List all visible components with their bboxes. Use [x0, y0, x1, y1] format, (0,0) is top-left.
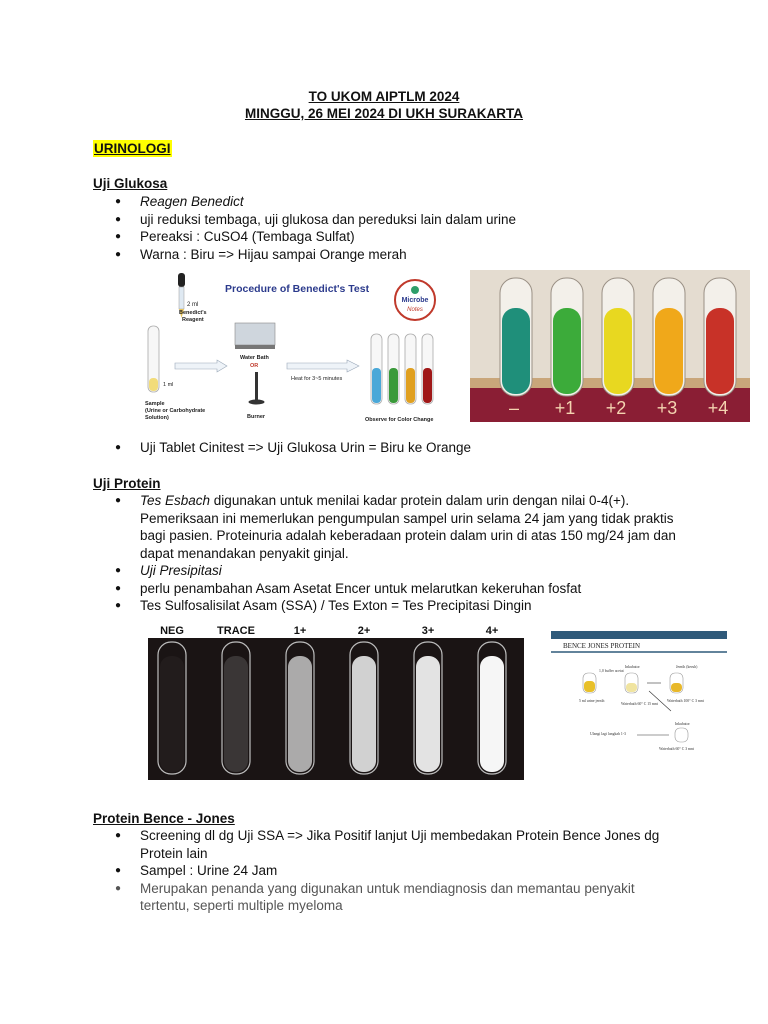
svg-text:Microbe: Microbe	[401, 297, 429, 304]
list-item	[0, 492, 680, 562]
list-item: ● Screening dl dg Uji SSA => Jika Positif lanjut Uji membedakan Protein Bence Jones dg Protein lain	[0, 827, 680, 862]
benedict-grade-label: +3	[656, 398, 678, 418]
dropper-icon	[178, 273, 185, 287]
list-item: ● Uji Tablet Cinitest => Uji Glukosa Urin = Biru ke Orange	[0, 439, 680, 457]
protein-tube-liquid	[416, 656, 440, 772]
doc-title-line1: TO UKOM AIPTLM 2024	[308, 89, 460, 104]
heading-protein-bence-jones: Protein Bence - Jones	[93, 811, 235, 826]
svg-text:Jernih (keruh): Jernih (keruh)	[676, 665, 698, 669]
glukosa-list-2	[0, 439, 768, 457]
water-bath-icon	[235, 323, 275, 345]
burner-icon	[255, 372, 258, 400]
svg-text:Inkubator: Inkubator	[675, 722, 690, 726]
protein-grade-label: 1+	[293, 625, 307, 637]
list-item: ● Uji Presipitasi	[0, 562, 680, 580]
list-item: ● Warna : Biru => Hijau sampai Orange merah	[0, 246, 680, 264]
heading-uji-glukosa: Uji Glukosa	[93, 176, 168, 191]
svg-text:Waterbath 60° C 15 mnt: Waterbath 60° C 15 mnt	[621, 702, 658, 706]
tes-esbach-label: Tes Esbach	[140, 493, 211, 508]
heading-uji-protein: Uji Protein	[93, 476, 161, 491]
benedict-grade-label: +4	[707, 398, 729, 418]
svg-text:5 ml urine jernih: 5 ml urine jernih	[579, 699, 605, 703]
benedict-grade-label: +2	[605, 398, 627, 418]
section-urinologi: URINOLOGI	[94, 141, 171, 156]
protein-tube-liquid	[352, 656, 376, 772]
tes-esbach-text: digunakan untuk menilai kadar protein dalam urin dengan nilai 0-4(+). Pemeriksaan ini memerlukan pengumpulan sampel urin selama 24 jam yang tidak praktis bagi pasien. Proteinuria adalah keberadaan protein dalam urin di atas 150 mg/24 jam dan dapat menandakan penyakit ginjal.	[140, 493, 676, 561]
list-item: ● Tes Sulfosalisilat Asam (SSA) / Tes Exton = Tes Precipitasi Dingin	[0, 597, 680, 615]
svg-text:OR: OR	[250, 363, 259, 369]
benedict-tube-liquid	[553, 308, 581, 394]
benedict-tubes-photo	[470, 270, 750, 422]
svg-text:Solution): Solution)	[145, 415, 169, 421]
list-item: ● Reagen Benedict	[0, 193, 680, 211]
svg-text:Inkubator: Inkubator	[625, 665, 640, 669]
svg-text:Reagent: Reagent	[182, 317, 204, 323]
svg-text:Water Bath: Water Bath	[240, 355, 269, 361]
list-item: ● Sampel : Urine 24 Jam	[0, 862, 680, 880]
svg-text:2 ml: 2 ml	[187, 302, 199, 308]
svg-text:Waterbath 100° C 3 mnt: Waterbath 100° C 3 mnt	[667, 699, 704, 703]
svg-text:Observe for Color Change: Observe for Color Change	[365, 417, 434, 423]
protein-grade-label: 2+	[357, 625, 371, 637]
svg-text:Benedict's: Benedict's	[179, 310, 207, 316]
bence-list	[0, 827, 768, 915]
protein-tube-liquid	[288, 656, 312, 772]
protein-grade-label: 4+	[485, 625, 499, 637]
benedict-grade-label: +1	[554, 398, 576, 418]
svg-text:Burner: Burner	[247, 414, 266, 420]
svg-text:Heat for 3~5 minutes: Heat for 3~5 minutes	[291, 376, 343, 382]
protein-tube-liquid	[160, 656, 184, 772]
protein-precipitation-photo	[148, 622, 524, 780]
benedict-tube-liquid	[706, 308, 734, 394]
doc-title-line2: MINGGU, 26 MEI 2024 DI UKH SURAKARTA	[244, 106, 524, 121]
protein-list	[0, 492, 768, 615]
svg-text:Ulangi lagi langkah 1-3: Ulangi lagi langkah 1-3	[590, 732, 626, 736]
benedict-tube-liquid	[655, 308, 683, 394]
protein-grade-label: 3+	[421, 625, 435, 637]
list-item: ● uji reduksi tembaga, uji glukosa dan pereduksi lain dalam urine	[0, 211, 680, 229]
protein-tube-liquid	[224, 656, 248, 772]
glukosa-list	[0, 193, 768, 263]
benedict-tube-liquid	[502, 308, 530, 394]
protein-grade-label: TRACE	[217, 625, 255, 637]
bj-title: BENCE JONES PROTEIN	[563, 642, 641, 650]
svg-text:Sample: Sample	[145, 401, 165, 407]
list-item: ● Pereaksi : CuSO4 (Tembaga Sulfat)	[0, 228, 680, 246]
list-item: ● Merupakan penanda yang digunakan untuk mendiagnosis dan memantau penyakit tertentu, seperti multiple myeloma	[0, 880, 680, 915]
protein-grade-label: NEG	[160, 625, 184, 637]
benedict-procedure-diagram	[137, 268, 449, 428]
svg-text:(Urine or Carbohydrate: (Urine or Carbohydrate	[145, 408, 206, 414]
bence-jones-diagram	[551, 631, 727, 759]
svg-text:1,0 buffer acetat: 1,0 buffer acetat	[599, 669, 624, 673]
svg-text:Waterbath 60° C 3 mnt: Waterbath 60° C 3 mnt	[659, 747, 694, 751]
protein-tube-liquid	[480, 656, 504, 772]
benedict-grade-label: –	[508, 398, 520, 418]
diagram-title: Procedure of Benedict's Test	[225, 283, 370, 295]
list-item: ● perlu penambahan Asam Asetat Encer untuk melarutkan kekeruhan fosfat	[0, 580, 680, 598]
svg-text:1 ml: 1 ml	[163, 382, 174, 388]
svg-text:Notes: Notes	[407, 307, 423, 313]
benedict-tube-liquid	[604, 308, 632, 394]
